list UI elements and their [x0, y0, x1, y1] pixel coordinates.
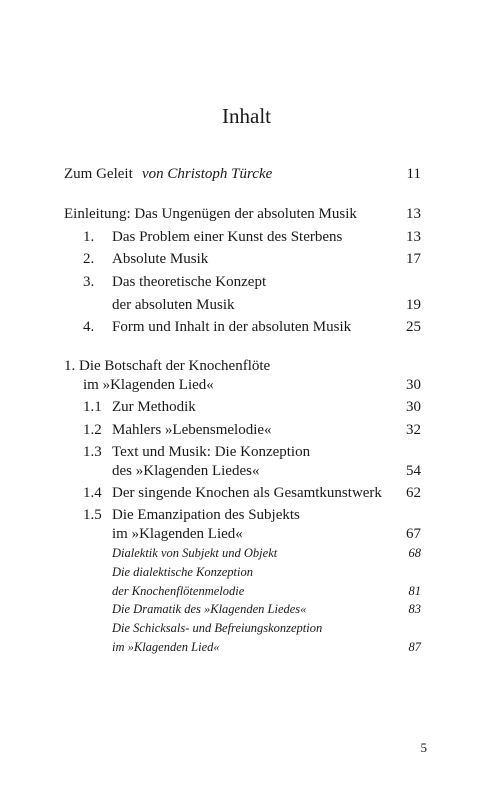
toc-entry-text: Form und Inhalt in der absoluten Musik	[112, 319, 352, 335]
toc-entry[interactable]	[0, 271, 493, 293]
page-title: Inhalt	[222, 104, 271, 128]
toc-entry-text: Der singende Knochen als Gesamtkunstwerk	[112, 485, 382, 501]
toc-subentry-text: im »Klagenden Lied«	[112, 640, 220, 654]
toc-chapter-heading-continuation[interactable]	[0, 374, 493, 396]
toc-entry-number: 4.	[83, 319, 95, 335]
toc-subentry-text: der Knochenflötenmelodie	[112, 584, 245, 598]
toc-subentry-continuation[interactable]	[0, 638, 493, 657]
toc-entry-number: 1.2	[83, 422, 102, 438]
toc-page-number: 17	[406, 251, 421, 267]
toc-page-number: 68	[408, 546, 421, 560]
toc-entry-continuation[interactable]	[0, 523, 493, 545]
toc-subentry-continuation[interactable]	[0, 582, 493, 601]
toc-entry[interactable]	[0, 419, 493, 441]
toc-entry-text: der absoluten Musik	[112, 297, 235, 313]
toc-entry[interactable]	[0, 482, 493, 504]
toc-entry-text: 1. Die Botschaft der Knochenflöte	[64, 358, 271, 374]
toc-entry-text: im »Klagenden Lied«	[83, 377, 214, 393]
toc-subentry[interactable]	[0, 563, 493, 582]
toc-page-number: 32	[406, 422, 421, 438]
toc-entry-text: Zur Methodik	[112, 399, 196, 415]
toc-entry-continuation[interactable]	[0, 460, 493, 482]
toc-entry-text: Text und Musik: Die Konzeption	[112, 444, 311, 460]
toc-entry-text: Das theoretische Konzept	[112, 274, 267, 290]
toc-subentry-text: Die Dramatik des »Klagenden Liedes«	[112, 602, 307, 616]
toc-page-number: 13	[406, 229, 421, 245]
page-folio: 5	[420, 740, 427, 755]
toc-entry-number: 1.4	[83, 485, 102, 501]
toc-entry-geleit[interactable]	[0, 163, 493, 185]
toc-subentry-text: Die dialektische Konzeption	[112, 565, 253, 579]
toc-entry-text: im »Klagenden Lied«	[112, 526, 243, 542]
toc-entry-number: 3.	[83, 274, 95, 290]
toc-entry[interactable]	[0, 226, 493, 248]
toc-entry-text: Mahlers »Lebensmelodie«	[112, 422, 272, 438]
toc-page-number: 83	[408, 602, 421, 616]
toc-page-number: 67	[406, 526, 421, 542]
toc-page-number: 62	[406, 485, 421, 501]
toc-page-number: 11	[406, 166, 421, 182]
toc-page-number: 81	[408, 584, 421, 598]
toc-page-number: 25	[406, 319, 421, 335]
toc-subentry[interactable]	[0, 619, 493, 638]
toc-entry[interactable]	[0, 396, 493, 418]
toc-entry-text: Einleitung: Das Ungenügen der absoluten Musik	[64, 206, 357, 222]
toc-subentry-text: Dialektik von Subjekt und Objekt	[112, 546, 278, 560]
toc-subentry[interactable]	[0, 600, 493, 619]
toc-entry[interactable]	[0, 248, 493, 270]
toc-entry-text: Das Problem einer Kunst des Sterbens	[112, 229, 343, 245]
toc-entry-number: 1.5	[83, 507, 102, 523]
toc-entry-text: Absolute Musik	[112, 251, 209, 267]
toc-page-number: 87	[408, 640, 421, 654]
toc-entry-number: 2.	[83, 251, 95, 267]
toc-entry-continuation[interactable]	[0, 294, 493, 316]
toc-page-number: 30	[406, 399, 421, 415]
toc-entry-author: von Christoph Türcke	[142, 166, 273, 182]
toc-subentry[interactable]	[0, 544, 493, 563]
toc-entry-text: Die Emanzipation des Subjekts	[112, 507, 300, 523]
toc-page-number: 30	[406, 377, 421, 393]
toc-entry[interactable]	[0, 316, 493, 338]
toc-page-number: 19	[406, 297, 421, 313]
toc-entry-text: Zum Geleit	[64, 166, 133, 182]
toc-subentry-text: Die Schicksals- und Befreiungskonzeption	[112, 621, 323, 635]
toc-page-number: 54	[406, 463, 421, 479]
toc-entry-number: 1.3	[83, 444, 102, 460]
toc-entry-text: des »Klagenden Liedes«	[112, 463, 260, 479]
toc-entry-number: 1.1	[83, 399, 102, 415]
toc-entry-number: 1.	[83, 229, 95, 245]
toc-entry-einleitung[interactable]	[0, 203, 493, 225]
toc-page-number: 13	[406, 206, 421, 222]
